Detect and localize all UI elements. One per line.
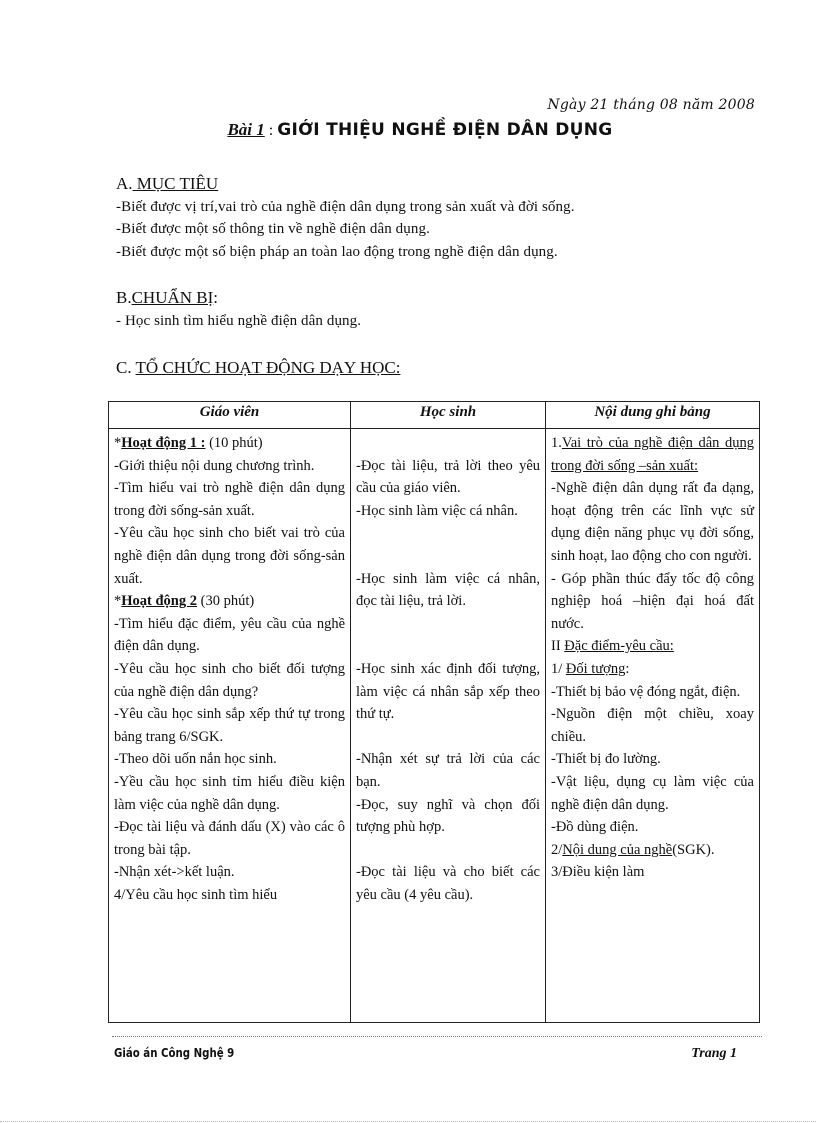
lesson-plan-table <box>108 401 760 1023</box>
page-title <box>100 120 740 140</box>
teacher-item: -Đọc tài liệu và đánh dấu (X) vào các ô trong bài tập. <box>114 819 345 858</box>
section-a-heading <box>116 174 218 194</box>
student-item: -Đọc tài liệu và cho biết các yêu cầu (4 yêu cầu). <box>356 864 540 903</box>
title-colon: : <box>264 122 274 139</box>
footer-divider <box>112 1036 762 1037</box>
page-bottom-divider <box>0 1121 816 1122</box>
content-item: -Nguồn điện một chiều, xoay chiều. <box>551 706 754 745</box>
header-teacher: Giáo viên <box>109 402 351 429</box>
content-item: -Thiết bị bảo vệ đóng ngắt, điện. <box>551 683 741 700</box>
content-title-objects: Đối tượng <box>565 660 626 677</box>
content-title-role: Vai trò của nghề điện dân dụng trong đời sống –sản xuất: <box>551 435 754 474</box>
content-item: -Vật liệu, dụng cụ làm việc của nghề điện dân dụng. <box>551 773 754 813</box>
content-colon: : <box>625 660 630 677</box>
preparation-line: - Học sinh tìm hiểu nghề điện dân dụng. <box>116 313 362 329</box>
content-item: 3/Điều kiện làm <box>551 864 645 881</box>
objective-line: -Biết được một số biện pháp an toàn lao động trong nghề điện dân dụng. <box>116 244 558 260</box>
section-c-heading <box>116 358 400 378</box>
lesson-date: Ngày 21 tháng 08 năm 2008 <box>547 97 755 113</box>
activity-1-time: (10 phút) <box>205 435 263 451</box>
student-item: -Đọc tài liệu, trả lời theo yêu cầu của giáo viên. <box>356 457 540 497</box>
activity-1-label: Hoạt động 1 : <box>121 435 206 451</box>
content-number: 1. <box>551 435 562 451</box>
objective-line: -Biết được một số thông tin về nghề điện dân dụng. <box>116 221 430 237</box>
section-c-prefix: C. <box>116 358 136 377</box>
student-column <box>351 429 546 1023</box>
content-heading-2 <box>551 635 754 658</box>
content-heading-1 <box>551 432 754 477</box>
content-suffix: (SGK). <box>672 841 715 858</box>
section-b-colon: : <box>213 288 219 307</box>
student-item: -Nhận xét sự trả lời của các bạn. <box>356 751 540 790</box>
student-item: -Học sinh làm việc cá nhân, đọc tài liệu, trả lời. <box>356 570 540 610</box>
content-column <box>546 429 760 1023</box>
activity-2-heading <box>114 590 345 613</box>
section-a-title: MỤC TIÊU <box>132 174 219 193</box>
teacher-item: -Yều cầu học sinh tỉm hiểu điều kiện làm việc của nghề dân dụng. <box>114 773 345 813</box>
content-number: 2/ <box>551 841 563 858</box>
objective-line: -Biết được vị trí,vai trò của nghề điện dân dụng trong sản xuất và đời sống. <box>116 199 575 215</box>
activity-1-heading <box>114 432 345 455</box>
teacher-column <box>109 429 351 1023</box>
content-item: -Nghề điện dân dụng rất đa dạng, hoạt động trên các lĩnh vực sử dụng điện năng phục vụ đời sống, sinh hoạt, lao động cho con người. <box>551 480 754 564</box>
content-heading-4 <box>551 839 754 862</box>
footer-page-number: Trang 1 <box>691 1046 737 1061</box>
teacher-item: -Tìm hiểu đặc điểm, yêu cầu của nghề điện dân dụng. <box>114 615 345 655</box>
teacher-item: -Yêu cầu học sinh sắp xếp thứ tự trong bảng trang 6/SGK. <box>114 706 345 745</box>
content-item: - Góp phần thúc đẩy tốc độ công nghiệp hoá –hiện đại hoá đất nước. <box>551 570 754 632</box>
content-item: -Đồ dùng điện. <box>551 819 639 836</box>
teacher-item: -Theo dõi uốn nắn học sinh. <box>114 751 277 768</box>
lesson-number: Bài 1 <box>227 120 265 139</box>
section-c-title: TỔ CHỨC HOẠT ĐỘNG DẠY HỌC: <box>135 358 401 377</box>
student-item: -Học sinh xác định đối tượng, làm việc cá nhân sắp xếp theo thứ tự. <box>356 660 540 723</box>
content-title-features: Đặc điểm-yêu cầu: <box>564 638 674 655</box>
content-number: 1/ <box>551 660 566 677</box>
content-item: -Thiết bị đo lường. <box>551 751 661 768</box>
content-heading-3 <box>551 658 754 681</box>
activity-2-time: (30 phút) <box>197 593 255 610</box>
section-b-prefix: B. <box>116 288 132 307</box>
section-a-prefix: A. <box>116 174 133 193</box>
content-title-job: Nội dung của nghề <box>562 841 673 858</box>
section-b-title: CHUẨN BỊ <box>131 288 214 307</box>
teacher-item: -Giới thiệu nội dung chương trình. <box>114 457 315 474</box>
content-number: II <box>551 638 565 655</box>
activity-star: * <box>114 435 122 451</box>
lesson-title: GIỚI THIỆU NGHỀ ĐIỆN DÂN DỤNG <box>277 120 613 140</box>
footer-subject: Giáo án Công Nghệ 9 <box>114 1046 235 1060</box>
header-student: Học sinh <box>351 402 546 429</box>
header-content: Nội dung ghi bảng <box>546 402 760 429</box>
teacher-item: -Tìm hiểu vai trò nghề điện dân dụng trong đời sống-sản xuất. <box>114 480 345 519</box>
teacher-item: -Yêu cầu học sinh cho biết vai trò của nghề điện dân dụng trong đời sống-sản xuất. <box>114 525 345 587</box>
activity-star: * <box>114 593 122 610</box>
student-item: -Đọc, suy nghĩ và chọn đối tượng phù hợp. <box>356 796 540 836</box>
activity-2-label: Hoạt động 2 <box>121 593 197 610</box>
teacher-item: 4/Yêu cầu học sinh tìm hiểu <box>114 886 278 903</box>
teacher-item: -Yêu cầu học sinh cho biết đối tượng của nghề điện dân dụng? <box>114 660 345 700</box>
section-b-heading <box>116 288 218 308</box>
student-item: -Học sinh làm việc cá nhân. <box>356 502 518 519</box>
teacher-item: -Nhận xét->kết luận. <box>114 864 235 881</box>
